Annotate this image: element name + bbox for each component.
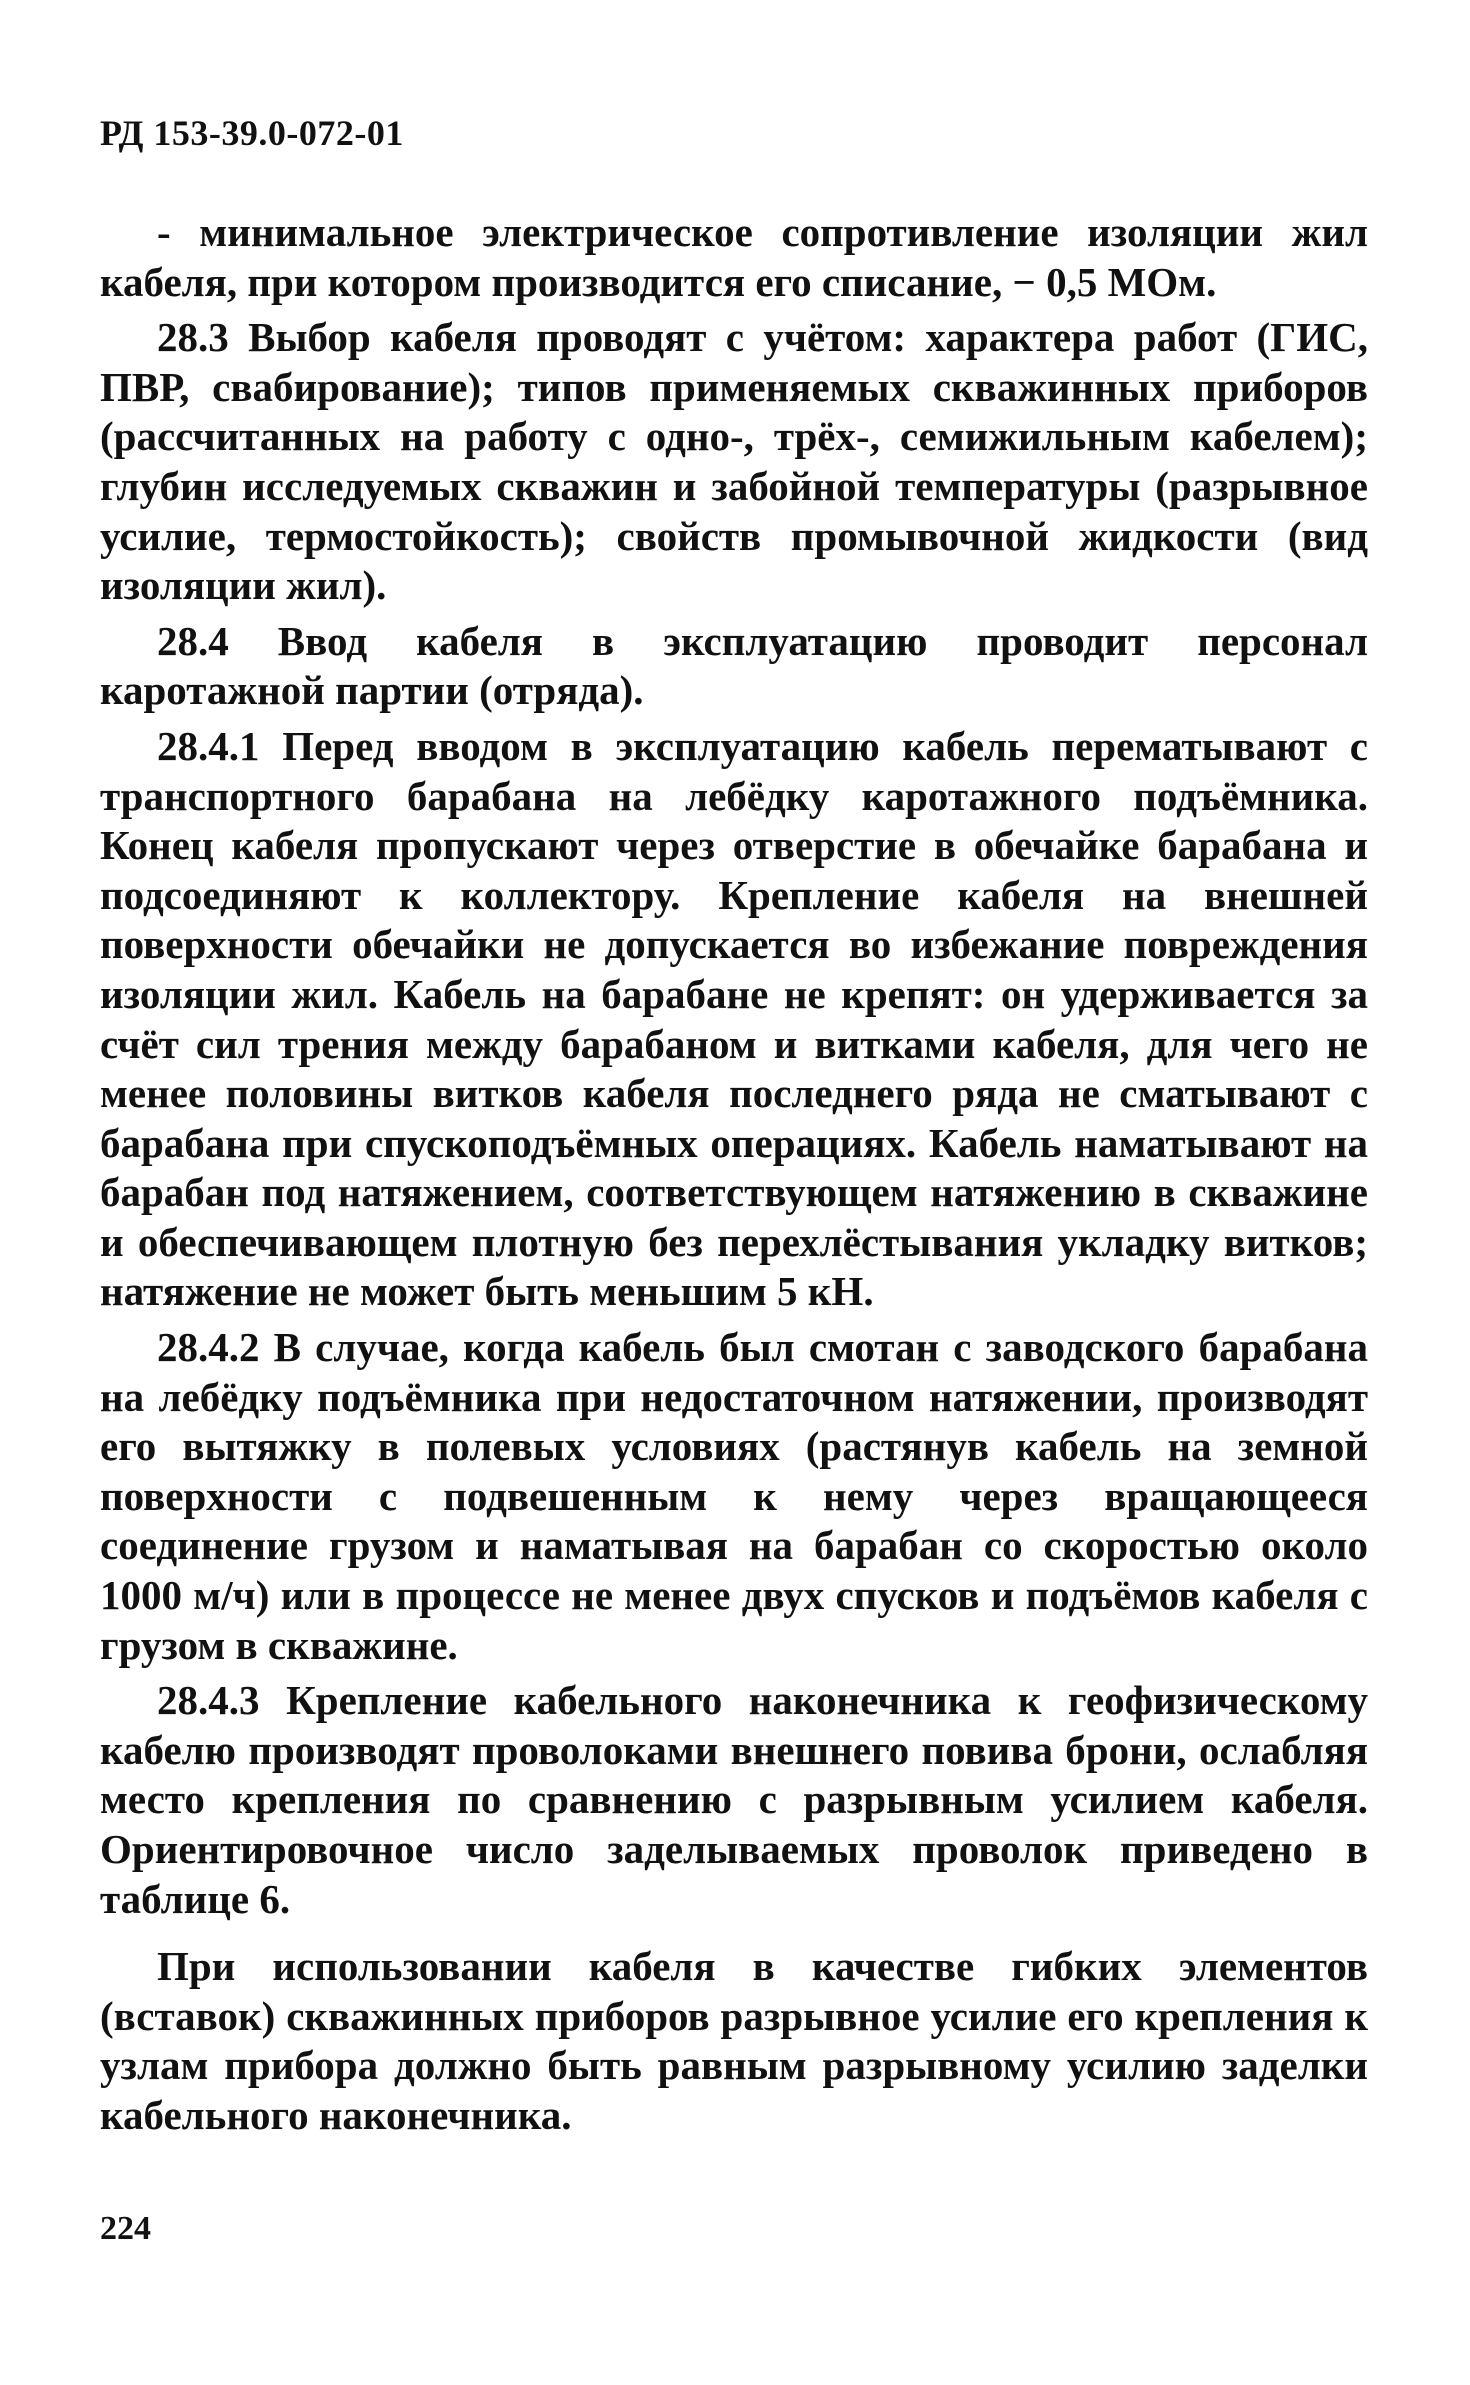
paragraph-28-4: 28.4 Ввод кабеля в эксплуатацию проводит персонал каротажной партии (отряда). xyxy=(100,617,1368,714)
document-body xyxy=(100,208,1368,2147)
paragraph-28-4-1: 28.4.1 Перед вводом в эксплуатацию кабель перематывают с транспортного барабана на лебёдку каротажного подъёмника. Конец кабеля пропускают через отверстие в обечайке барабана и подсоединяют к коллектору. Крепление кабеля на внешней поверхности обечайки не допускается во избежание повреждения изоляции жил. Кабель на барабане не крепят: он удерживается за счёт сил трения между барабаном и витками кабеля, для чего не менее половины витков кабеля последнего ряда не сматывают с барабана при спускоподъёмных операциях. Кабель наматывают на барабан под натяжением, соответствующем натяжению в скважине и обеспечивающем плотную без перехлёстывания укладку витков; натяжение не может быть меньшим 5 кН. xyxy=(100,722,1368,1315)
paragraph-flexible-elements: При использовании кабеля в качестве гибких элементов (вставок) скважинных приборов разрывное усилие его крепления к узлам прибора должно быть равным разрывному усилию заделки кабельного наконечника. xyxy=(100,1943,1368,2138)
document-code-header: РД 153-39.0-072-01 xyxy=(100,113,404,153)
paragraph-28-4-2: 28.4.2 В случае, когда кабель был смотан с заводского барабана на лебёдку подъёмника при недостаточном натяжении, производят его вытяжку в полевых условиях (растянув кабель на земной поверхности с подвешенным к нему через вращающееся соединение грузом и наматывая на барабан со скоростью около 1000 м/ч) или в процессе не менее двух спусков и подъёмов кабеля с грузом в скважине. xyxy=(100,1324,1368,1668)
paragraph-28-3: 28.3 Выбор кабеля проводят с учётом: характера работ (ГИС, ПВР, свабирование); типов применяемых скважинных приборов (рассчитанных на работу с одно-, трёх-, семижильным кабелем); глубин исследуемых скважин и забойной температуры (разрывное усилие, термостойкость); свойств промывочной жидкости (вид изоляции жил). xyxy=(100,314,1368,609)
page-number: 224 xyxy=(100,2210,151,2247)
paragraph-insulation-resistance: - минимальное электрическое сопротивление изоляции жил кабеля, при котором производится его списание, − 0,5 МОм. xyxy=(100,209,1368,305)
paragraph-28-4-3: 28.4.3 Крепление кабельного наконечника к геофизическому кабелю производят проволоками внешнего повива брони, ослабляя место крепления по сравнению с разрывным усилием кабеля. Ориентировочное число заделываемых проволок приведено в таблице 6. xyxy=(100,1677,1368,1922)
